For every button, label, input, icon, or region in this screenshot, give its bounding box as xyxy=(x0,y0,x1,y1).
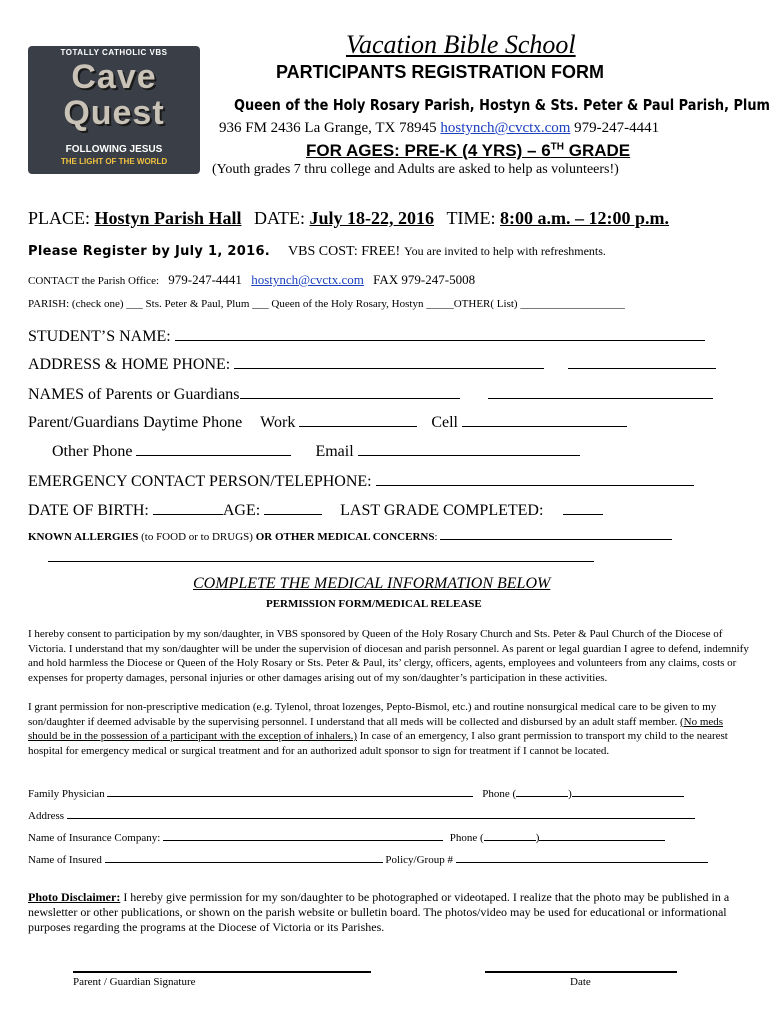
medical-address-field[interactable] xyxy=(28,810,695,822)
physician-label: Family Physician xyxy=(28,788,105,800)
date-value: July 18-22, 2016 xyxy=(309,208,435,228)
signature-label: Parent / Guardian Signature xyxy=(73,976,196,988)
form-title: Vacation Bible School xyxy=(346,30,576,59)
parents-label: NAMES of Parents or Guardians xyxy=(28,386,240,403)
insurance-phone-label: Phone xyxy=(449,832,478,844)
insured-field[interactable] xyxy=(28,854,708,866)
ages-text: FOR AGES: PRE-K (4 YRS) – 6 xyxy=(306,141,551,160)
allergies-colon: : xyxy=(434,531,441,543)
contact-line xyxy=(28,272,475,288)
time-value: 8:00 a.m. – 12:00 p.m. xyxy=(500,208,670,228)
contact-label: CONTACT the Parish Office: xyxy=(28,275,160,287)
medical-subheading: PERMISSION FORM/MEDICAL RELEASE xyxy=(266,598,482,610)
allergies-continuation-line[interactable] xyxy=(48,560,594,562)
address-phone-label: ADDRESS & HOME PHONE: xyxy=(28,356,235,373)
insurance-label: Name of Insurance Company: xyxy=(28,832,161,844)
contact-fax: FAX 979-247-5008 xyxy=(373,272,476,287)
youth-note: (Youth grades 7 thru college and Adults are asked to help as volunteers!) xyxy=(212,162,619,177)
time-label: TIME: xyxy=(446,208,496,228)
medical-address-label: Address xyxy=(28,810,65,822)
parish-checkbox-line[interactable]: PARISH: (check one) ___ Sts. Peter & Paul, Plum ___ Queen of the Holy Rosary, Hostyn _____OTHER( List) ___________________ xyxy=(28,298,625,310)
email-label: Email xyxy=(315,443,354,460)
no-meds-note: (No meds should be in the possession of a participant with the exception of inhalers.) xyxy=(28,715,724,742)
medical-concerns-label: OR OTHER MEDICAL CONCERNS xyxy=(255,531,435,543)
photo-disclaimer-text: I hereby give permission for my son/daughter to be photographed or videotaped. I realize that the photo may be published in a newsletter or other publications, or shown on the parish website or bulletin board. The photos/video may be used for educational or informational purposes regarding the programs at the Diocese of Victoria or its Parishes. xyxy=(28,890,730,934)
date-label: Date xyxy=(570,976,591,988)
cost-note: You are invited to help with refreshments. xyxy=(404,244,606,258)
register-deadline: Please Register by July 1, 2016. xyxy=(28,244,271,259)
logo-tagline: FOLLOWING JESUS xyxy=(65,144,163,155)
daytime-phone-field[interactable] xyxy=(28,414,627,432)
medication-text: I grant permission for non-prescriptive medication (e.g. Tylenol, throat lozenges, Pepto-Bismol, etc.) and routine nonsurgical medical care to be given to my son/daughter if deemed advisable by the supervising personnel. I understand that all meds will be collected and disbursed by an adult staff member. xyxy=(28,701,717,728)
insurance-field[interactable]: Name of Insurance Company: Phone ( ) xyxy=(28,832,665,844)
physician-field[interactable]: Family Physician Phone ( ) xyxy=(28,788,684,800)
parish-phone: 979-247-4441 xyxy=(574,120,660,136)
place-label: PLACE: xyxy=(28,208,91,228)
cave-quest-logo xyxy=(28,46,200,174)
medical-heading: COMPLETE THE MEDICAL INFORMATION BELOW xyxy=(193,575,551,592)
contact-phone: 979-247-4441 xyxy=(168,272,242,287)
policy-label: Policy/Group # xyxy=(385,854,453,866)
medication-paragraph xyxy=(28,700,750,758)
ages-superscript: TH xyxy=(550,141,565,153)
parish-names: Queen of the Holy Rosary Parish, Hostyn & Sts. Peter & Paul Parish, Plum xyxy=(234,96,770,114)
ages-line xyxy=(306,141,630,161)
register-line xyxy=(28,242,606,260)
allergies-label: KNOWN ALLERGIES xyxy=(28,531,139,543)
vbs-cost: VBS COST: FREE! xyxy=(288,244,401,259)
emergency-contact-field[interactable] xyxy=(28,473,694,491)
event-details xyxy=(28,208,669,229)
photo-disclaimer-label: Photo Disclaimer: xyxy=(28,890,121,904)
logo-tagline-2: THE LIGHT OF THE WORLD xyxy=(60,157,168,166)
insured-label: Name of Insured xyxy=(28,854,102,866)
photo-disclaimer xyxy=(28,890,750,935)
signature-line[interactable] xyxy=(73,971,371,973)
age-label: AGE: xyxy=(222,502,265,519)
place-value: Hostyn Parish Hall xyxy=(94,208,242,228)
parish-address: 936 FM 2436 La Grange, TX 78945 xyxy=(219,120,437,136)
daytime-phone-label: Parent/Guardians Daytime Phone xyxy=(28,414,243,431)
parish-email-link[interactable]: hostynch@cvctx.com xyxy=(440,120,571,136)
dob-age-grade-field[interactable] xyxy=(28,502,603,520)
contact-email-link[interactable]: hostynch@cvctx.com xyxy=(251,272,364,287)
consent-paragraph: I hereby consent to participation by my son/daughter, in VBS sponsored by Queen of the Holy Rosary Church and Sts. Peter & Paul Church of the Diocese of Victoria. I understand that my son/daughter will be under the supervision of diocesan and parish personnel. As parent or legal guardian I agree to defend, indemnify and hold harmless the Diocese or Queen of the Holy Rosary or Sts. Peter & Paul, its’ clergy, officers, agents, employees and volunteers from any claims, costs or expenses for property damages, personal injuries or other damages arising out of my son/daughter’s participation in these activities. xyxy=(28,628,749,684)
ages-grade: GRADE xyxy=(564,141,631,160)
logo-word-quest: Quest xyxy=(63,94,165,132)
allergies-note: (to FOOD or to DRUGS) xyxy=(138,531,256,543)
emergency-text: In case of an emergency, I also grant permission to transport my child to the nearest hospital for emergency medical or surgical treatment and for an authorized adult sponsor to sign for treatment if I cannot be located. xyxy=(28,730,728,757)
parents-field[interactable] xyxy=(28,386,713,404)
grade-label: LAST GRADE COMPLETED: xyxy=(340,502,544,519)
dob-label: DATE OF BIRTH: xyxy=(28,502,153,519)
student-name-label: STUDENT’S NAME: xyxy=(28,328,175,345)
address-phone-field[interactable] xyxy=(28,356,716,374)
form-subtitle: PARTICIPANTS REGISTRATION FORM xyxy=(276,62,604,82)
logo-word-cave: Cave xyxy=(71,58,157,96)
date-label: DATE: xyxy=(254,208,306,228)
logo-top-text: TOTALLY CATHOLIC VBS xyxy=(60,48,168,57)
physician-phone-label: Phone xyxy=(482,788,510,800)
other-phone-label: Other Phone xyxy=(52,443,133,460)
parish-address-line xyxy=(219,120,659,137)
student-name-field[interactable] xyxy=(28,328,705,346)
other-phone-email-field[interactable] xyxy=(52,443,580,461)
cell-label: Cell xyxy=(431,414,458,431)
work-label: Work xyxy=(260,414,296,431)
allergies-field[interactable] xyxy=(28,531,672,543)
date-line[interactable] xyxy=(485,971,677,973)
emergency-label: EMERGENCY CONTACT PERSON/TELEPHONE: xyxy=(28,473,376,490)
